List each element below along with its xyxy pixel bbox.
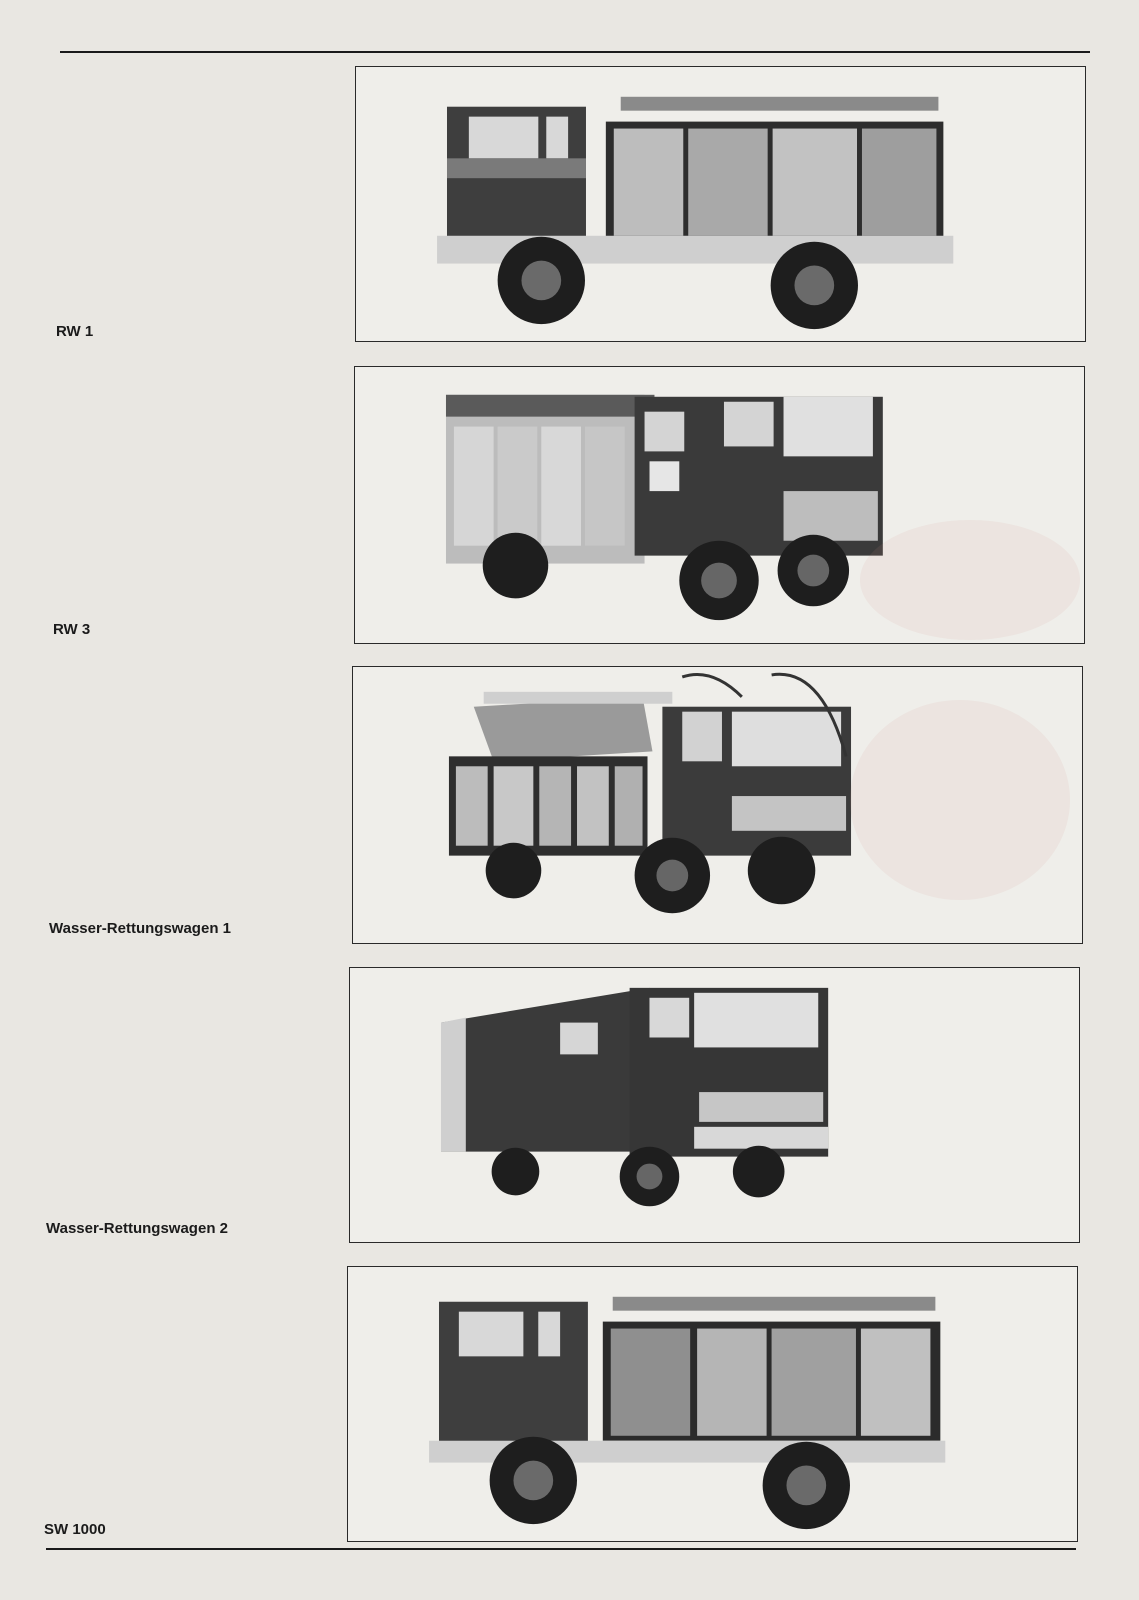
paper-stain — [860, 520, 1080, 640]
vehicle-photo-wasser-rettungswagen-2 — [349, 967, 1080, 1243]
vehicle-photo-sw1000 — [347, 1266, 1078, 1542]
vehicle-label-wasser-rettungswagen-1: Wasser-Rettungswagen 1 — [49, 920, 231, 937]
top-rule — [60, 51, 1090, 53]
truck-illustration — [348, 1267, 1077, 1541]
vehicle-label-wasser-rettungswagen-2: Wasser-Rettungswagen 2 — [46, 1220, 228, 1237]
truck-illustration — [356, 67, 1085, 341]
vehicle-label-rw1: RW 1 — [56, 323, 94, 340]
paper-stain — [850, 700, 1070, 900]
bottom-rule — [46, 1548, 1076, 1550]
vehicle-label-rw3: RW 3 — [53, 621, 91, 638]
vehicle-photo-rw1 — [355, 66, 1086, 342]
truck-illustration — [350, 968, 1079, 1242]
vehicle-label-sw1000: SW 1000 — [44, 1521, 106, 1538]
